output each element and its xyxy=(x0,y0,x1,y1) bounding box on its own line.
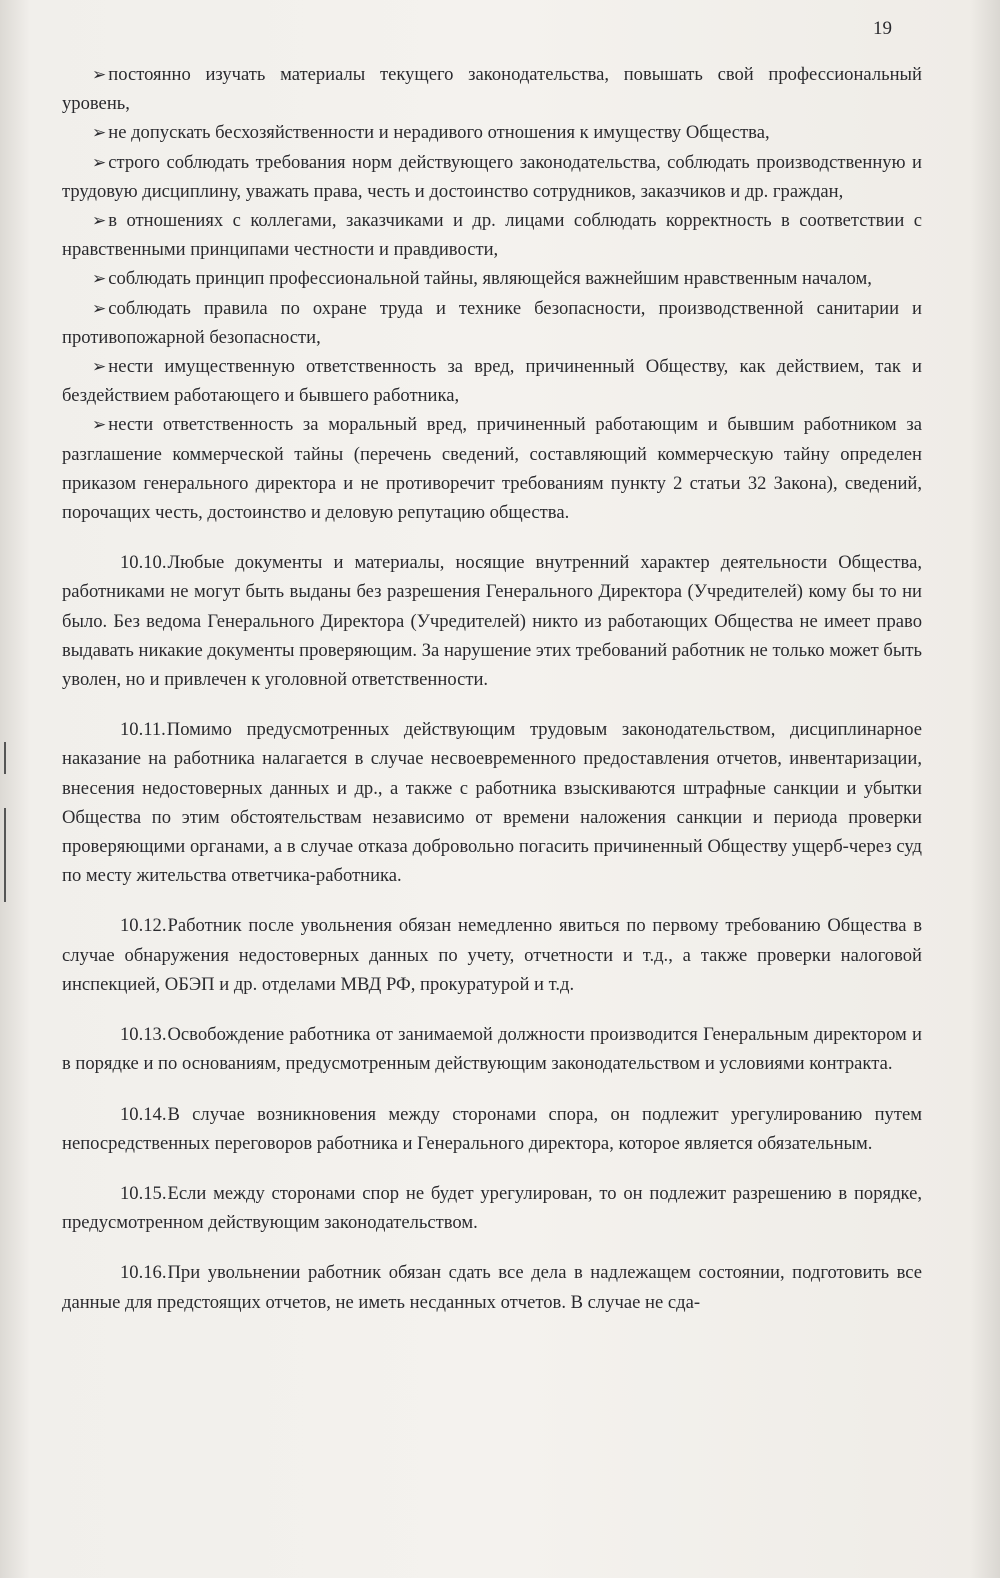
duty-text: в отношениях с коллегами, заказчиками и др. лицами соблюдать корректность в соответствии с нравственными принципами честности и правдивости, xyxy=(62,210,922,261)
clause-10-14 xyxy=(62,1100,922,1158)
duty-item xyxy=(62,118,922,147)
clause-number: 10.11. xyxy=(120,719,166,741)
duty-text: нести имущественную ответственность за вред, причиненный Обществу, как действием, так и бездействием работающего и бывшего работника, xyxy=(62,356,922,407)
duty-item xyxy=(62,264,922,293)
duty-text: соблюдать правила по охране труда и технике безопасности, производственной санитарии и противопожарной безопасности, xyxy=(62,297,922,348)
clause-10-16 xyxy=(62,1258,922,1316)
duty-list xyxy=(62,60,922,527)
clause-number: 10.16. xyxy=(120,1262,167,1284)
clause-number: 10.13. xyxy=(120,1024,167,1046)
arrow-bullet-icon: ➢ xyxy=(92,152,107,172)
clause-number: 10.14. xyxy=(120,1103,167,1125)
document-body xyxy=(62,60,922,1317)
clause-10-11 xyxy=(62,715,922,890)
clause-text: Любые документы и материалы, носящие внутренний характер деятельности Общества, работниками не могут быть выданы без разрешения Генерального Директора (Учредителей) кому бы то ни было. Без ведома Генерального Директора (Учредителей) никто из работающих Общества не имеет право выдавать никакие документы проверяющим. За нарушение этих требований работник не только может быть уволен, но и привлечен к уголовной ответственности. xyxy=(62,552,922,691)
duty-item xyxy=(62,60,922,118)
clause-text: В случае возникновения между сторонами спора, он подлежит урегулированию путем непосредственных переговоров работника и Генерального директора, которое является обязательным. xyxy=(62,1103,922,1154)
clause-number: 10.12. xyxy=(120,915,167,937)
arrow-bullet-icon: ➢ xyxy=(92,415,107,435)
arrow-bullet-icon: ➢ xyxy=(92,211,107,231)
arrow-bullet-icon: ➢ xyxy=(92,123,107,143)
margin-mark xyxy=(4,808,6,902)
clause-text: Помимо предусмотренных действующим трудовым законодательством, дисциплинарное наказание на работника налагается в случае несвоевременного предоставления отчетов, инвентаризации, внесения недостоверных данных и др., а также с работника взыскиваются штрафные санкции и убытки Общества по этим обстоятельствам независимо от времени наложения санкции и периода проверки проверяющими органами, а в случае отказа добровольно погасить причиненный Обществу ущерб-через суд по месту жительства ответчика-работника. xyxy=(62,719,922,887)
duty-text: нести ответственность за моральный вред, причиненный работающим и бывшим работником за разглашение коммерческой тайны (перечень сведений, составляющий коммерческую тайну определен приказом генерального директора и не противоречит требованиям пункту 2 статьи 32 Закона), сведений, порочащих честь, достоинство и деловую репутацию общества. xyxy=(62,414,922,524)
clause-number: 10.15. xyxy=(120,1182,167,1204)
arrow-bullet-icon: ➢ xyxy=(92,357,107,377)
duty-item xyxy=(62,148,922,206)
duty-text: постоянно изучать материалы текущего законодательства, повышать свой профессиональный уровень, xyxy=(62,64,922,115)
arrow-bullet-icon: ➢ xyxy=(92,65,107,84)
clause-10-13 xyxy=(62,1020,922,1078)
duty-text: соблюдать принцип профессиональной тайны, являющейся важнейшим нравственным началом, xyxy=(108,268,872,290)
clause-text: Работник после увольнения обязан немедленно явиться по первому требованию Общества в случае обнаружения недостоверных данных по учету, отчетности и т.д., а также проверки налоговой инспекцией, ОБЭП и др. отделами МВД РФ, прокуратурой и т.д. xyxy=(62,915,922,995)
clause-10-12 xyxy=(62,911,922,999)
duty-item xyxy=(62,294,922,352)
duty-item xyxy=(62,410,922,527)
duty-item xyxy=(62,206,922,264)
clause-10-15 xyxy=(62,1179,922,1237)
clause-text: При увольнении работник обязан сдать все дела в надлежащем состоянии, подготовить все данные для предстоящих отчетов, не иметь несданных отчетов. В случае не сда- xyxy=(62,1262,922,1313)
page-number: 19 xyxy=(873,18,892,39)
duty-text: не допускать бесхозяйственности и нерадивого отношения к имуществу Общества, xyxy=(108,122,770,144)
margin-mark xyxy=(4,742,6,774)
duty-item xyxy=(62,352,922,410)
clause-text: Если между сторонами спор не будет урегулирован, то он подлежит разрешению в порядке, предусмотренном действующим законодательством. xyxy=(62,1182,922,1234)
clause-number: 10.10. xyxy=(120,552,167,574)
clause-text: Освобождение работника от занимаемой должности производится Генеральным директором и в порядке и по основаниям, предусмотренным действующим законодательством и условиями контракта. xyxy=(62,1024,922,1075)
arrow-bullet-icon: ➢ xyxy=(92,298,107,318)
duty-text: строго соблюдать требования норм действующего законодательства, соблюдать производственную и трудовую дисциплину, уважать права, честь и достоинство сотрудников, заказчиков и др. граждан, xyxy=(62,151,922,202)
arrow-bullet-icon: ➢ xyxy=(92,269,107,289)
clause-10-10 xyxy=(62,548,922,694)
